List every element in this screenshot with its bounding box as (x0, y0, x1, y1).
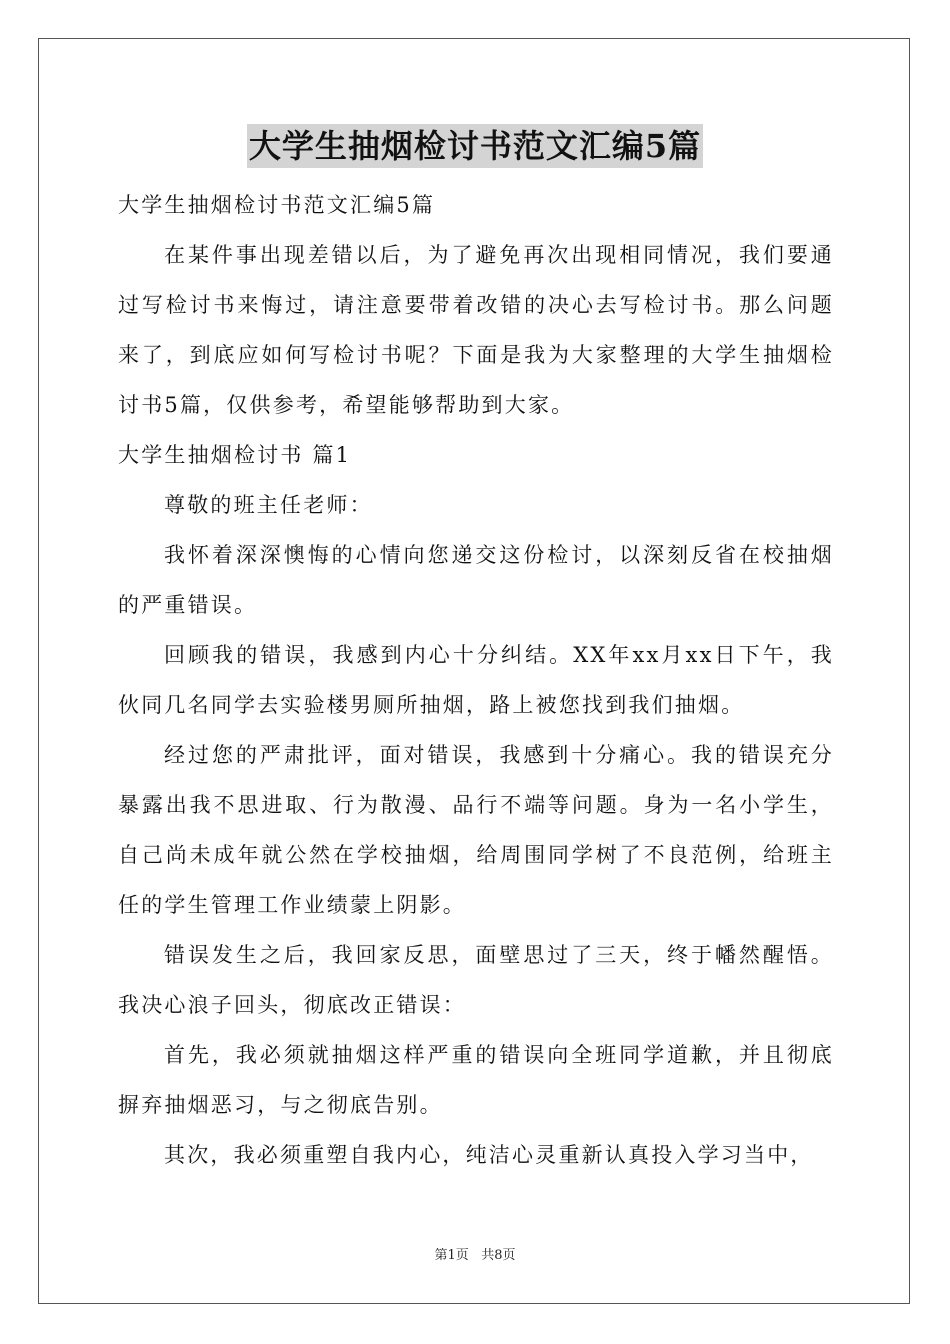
document-title: 大学生抽烟检讨书范文汇编5篇 (247, 124, 703, 168)
paragraph: 我怀着深深懊悔的心情向您递交这份检讨，以深刻反省在校抽烟的严重错误。 (118, 543, 834, 617)
paragraph-heading: 大学生抽烟检讨书范文汇编5篇 (118, 193, 436, 217)
paragraph: 其次，我必须重塑自我内心，纯洁心灵重新认真投入学习当中， (164, 1143, 814, 1167)
paragraph: 错误发生之后，我回家反思，面壁思过了三天，终于幡然醒悟。我决心浪子回头，彻底改正错误： (118, 943, 834, 1017)
paragraph: 回顾我的错误，我感到内心十分纠结。XX年xx月xx日下午，我伙同几名同学去实验楼男厕所抽烟，路上被您找到我们抽烟。 (118, 643, 834, 717)
paragraph-intro: 在某件事出现差错以后，为了避免再次出现相同情况，我们要通过写检讨书来悔过，请注意要带着改错的决心去写检讨书。那么问题来了，到底应如何写检讨书呢？下面是我为大家整理的大学生抽烟检讨书5篇，仅供参考，希望能够帮助到大家。 (118, 243, 834, 417)
page-total: 共8页 (481, 1248, 516, 1263)
title-container (0, 124, 950, 168)
section-heading: 大学生抽烟检讨书 篇1 (118, 443, 352, 467)
page-footer (0, 1244, 950, 1263)
paragraph: 经过您的严肃批评，面对错误，我感到十分痛心。我的错误充分暴露出我不思进取、行为散漫、品行不端等问题。身为一名小学生，自己尚未成年就公然在学校抽烟，给周围同学树了不良范例，给班主任的学生管理工作业绩蒙上阴影。 (118, 743, 834, 917)
document-body (118, 180, 834, 1180)
page-number: 第1页 (434, 1248, 469, 1263)
paragraph-salutation: 尊敬的班主任老师： (164, 493, 373, 517)
paragraph: 首先，我必须就抽烟这样严重的错误向全班同学道歉，并且彻底摒弃抽烟恶习，与之彻底告别。 (118, 1043, 834, 1117)
